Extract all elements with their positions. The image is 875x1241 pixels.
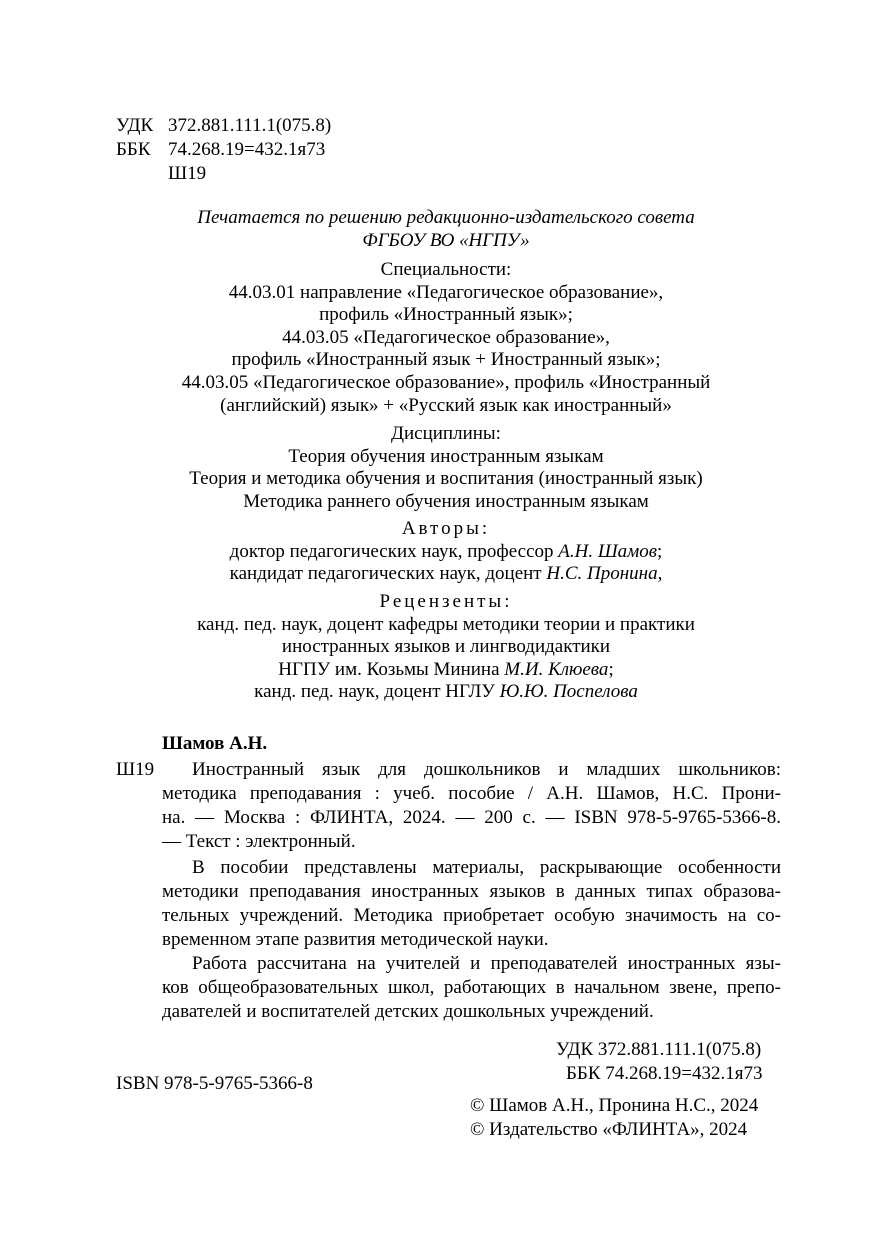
bib-cipher: Ш19: [116, 759, 155, 780]
udk-value: 372.881.111.1(075.8): [168, 115, 332, 136]
copyright-authors: © Шамов А.Н., Пронина Н.С., 2024: [470, 1095, 759, 1116]
specialty-line: профиль «Иностранный язык»;: [319, 304, 573, 326]
annotation-line: тельных учреждений. Методика приобретает особую значимость на со-: [162, 905, 781, 926]
isbn: ISBN 978-5-9765-5366-8: [116, 1073, 313, 1094]
annotation-line: давателей и воспитателей детских дошкольных учреждений.: [162, 1001, 654, 1022]
footer-bbk: ББК 74.268.19=432.1я73: [566, 1063, 763, 1084]
classification-codes: [116, 114, 331, 186]
specialties-section: [120, 259, 772, 417]
authors-section: [120, 518, 772, 586]
bib-description: [162, 758, 781, 854]
annotation-line: В пособии представлены материалы, раскрывающие особенности: [192, 857, 781, 878]
reviewer-line-2: иностранных языков и лингводидактики: [281, 636, 611, 658]
copyright-block: [470, 1094, 758, 1142]
author-name-shamov: А.Н. Шамов: [558, 540, 658, 562]
approval-note: [120, 207, 772, 252]
author-line-2: кандидат педагогических наук, доцент Н.С. Пронина,: [229, 563, 663, 585]
specialty-line: 44.03.05 «Педагогическое образование», профиль «Иностранный: [181, 371, 711, 393]
bbk-label: ББК: [116, 139, 151, 160]
footer-codes: [556, 1038, 762, 1086]
author-cipher: Ш19: [168, 163, 207, 184]
bib-line: — Текст : электронный.: [162, 831, 356, 852]
specialty-line: 44.03.05 «Педагогическое образование»,: [282, 326, 610, 348]
annotation-line: методики преподавания иностранных языков в данных типах образова-: [162, 881, 781, 902]
discipline-line: Теория и методика обучения и воспитания (иностранный язык): [189, 468, 703, 490]
discipline-line: Теория обучения иностранным языкам: [288, 445, 604, 467]
bib-line: на. — Москва : ФЛИНТА, 2024. — 200 с. — ISBN 978-5-9765-5366-8.: [162, 807, 781, 828]
specialty-line: 44.03.01 направление «Педагогическое образование»,: [228, 281, 664, 303]
reviewers-section: [120, 591, 772, 704]
specialty-line: профиль «Иностранный язык + Иностранный язык»;: [231, 349, 661, 371]
authors-heading: Авторы:: [401, 518, 491, 539]
reviewer-line-3: НГПУ им. Козьмы Минина М.И. Клюева;: [278, 658, 614, 680]
author-line-1: доктор педагогических наук, профессор А.Н. Шамов;: [229, 540, 663, 562]
discipline-line: Методика раннего обучения иностранным языкам: [243, 490, 649, 512]
footer-udk: УДК 372.881.111.1(075.8): [556, 1039, 762, 1060]
disciplines-section: [120, 423, 772, 513]
specialty-line: (английский) язык» + «Русский язык как иностранный»: [220, 394, 672, 416]
annotation-line: Работа рассчитана на учителей и преподавателей иностранных язы-: [192, 953, 781, 974]
bib-line: методика преподавания : учеб. пособие / А.Н. Шамов, Н.С. Прони-: [162, 783, 781, 804]
annotation-line: ков общеобразовательных школ, работающих в начальном звене, препо-: [162, 977, 781, 998]
bbk-value: 74.268.19=432.1я73: [168, 139, 326, 160]
annotation-line: временном этапе развития методической науки.: [162, 929, 549, 950]
specialties-heading: Специальности:: [380, 259, 512, 280]
approval-line-2: ФГБОУ ВО «НГПУ»: [362, 229, 530, 251]
disciplines-heading: Дисциплины:: [391, 423, 501, 444]
bib-line: Иностранный язык для дошкольников и младших школьников:: [192, 759, 781, 780]
reviewer-name-klyueva: М.И. Клюева: [504, 658, 609, 680]
author-name-pronina: Н.С. Пронина,: [546, 563, 663, 585]
annotation-paragraph-1: [162, 856, 781, 952]
udk-label: УДК: [116, 115, 154, 136]
approval-line-1: Печатается по решению редакционно-издательского совета: [197, 207, 695, 228]
reviewer-line-4: канд. пед. наук, доцент НГЛУ Ю.Ю. Поспелова: [254, 681, 638, 703]
reviewers-heading: Рецензенты:: [379, 591, 513, 612]
reviewer-line-1: канд. пед. наук, доцент кафедры методики теории и практики: [197, 613, 695, 635]
annotation-paragraph-2: [162, 952, 781, 1024]
copyright-publisher: © Издательство «ФЛИНТА», 2024: [470, 1119, 748, 1140]
bib-author: Шамов А.Н.: [162, 733, 268, 754]
reviewer-name-pospelova: Ю.Ю. Поспелова: [499, 681, 638, 703]
